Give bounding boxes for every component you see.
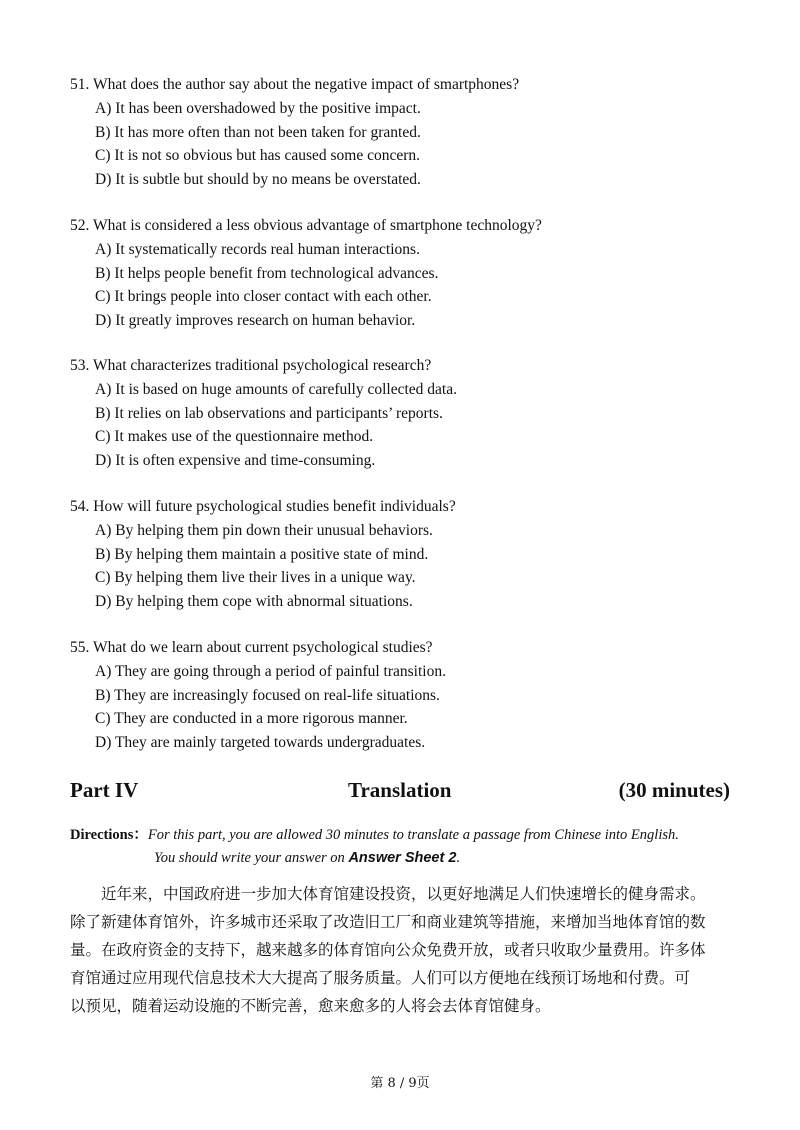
option-c: C) It makes use of the questionnaire method.: [95, 428, 374, 445]
passage-line: 育馆通过应用现代信息技术大大提高了服务质量。人们可以方便地在线预订场地和付费。可: [70, 969, 691, 987]
option-c: C) They are conducted in a more rigorous manner.: [95, 710, 408, 727]
passage-line: 量。在政府资金的支持下，越来越多的体育馆向公众免费开放，或者只收取少量费用。许多体: [70, 941, 706, 959]
question-55: [70, 636, 750, 754]
question-stem: 54. How will future psychological studies benefit individuals?: [70, 498, 456, 515]
part-label: Part IV: [70, 778, 139, 802]
directions: [70, 824, 750, 870]
question-stem: 51. What does the author say about the negative impact of smartphones?: [70, 76, 520, 93]
part-time-limit: (30 minutes): [618, 778, 730, 802]
option-c: C) It brings people into closer contact with each other.: [95, 288, 432, 305]
part-header: [70, 778, 730, 808]
directions-line-2: [70, 847, 750, 870]
answer-sheet-reference: Answer Sheet 2: [348, 850, 457, 866]
directions-text-prefix: You should write your answer on: [154, 850, 349, 866]
question-53: [70, 354, 750, 472]
directions-text-suffix: .: [456, 850, 461, 866]
option-a: A) By helping them pin down their unusual behaviors.: [95, 522, 433, 539]
option-d: D) It is subtle but should by no means be overstated.: [95, 170, 421, 188]
translation-passage: [70, 880, 732, 1020]
option-a: A) It systematically records real human interactions.: [95, 241, 420, 258]
option-a: A) It is based on huge amounts of carefully collected data.: [95, 381, 457, 398]
option-b: B) By helping them maintain a positive state of mind.: [95, 545, 429, 563]
option-d: D) It is often expensive and time-consuming.: [95, 451, 376, 469]
question-stem: 52. What is considered a less obvious advantage of smartphone technology?: [70, 217, 542, 234]
option-a: A) It has been overshadowed by the positive impact.: [95, 100, 421, 117]
option-d: D) By helping them cope with abnormal situations.: [95, 592, 413, 610]
directions-line-1: [70, 824, 750, 847]
passage-line: 近年来，中国政府进一步加大体育馆建设投资，以更好地满足人们快速增长的健身需求。: [101, 885, 706, 903]
question-54: [70, 495, 750, 613]
question-52: [70, 214, 750, 332]
option-b: B) It relies on lab observations and participants’ reports.: [95, 404, 443, 422]
question-51: [70, 73, 750, 191]
question-stem: 55. What do we learn about current psychological studies?: [70, 639, 433, 656]
option-d: D) It greatly improves research on human behavior.: [95, 311, 416, 329]
option-d: D) They are mainly targeted towards undergraduates.: [95, 733, 426, 751]
option-c: C) It is not so obvious but has caused some concern.: [95, 147, 421, 164]
option-c: C) By helping them live their lives in a unique way.: [95, 569, 416, 586]
passage-line: 除了新建体育馆外，许多城市还采取了改造旧工厂和商业建筑等措施，来增加当地体育馆的数: [70, 913, 706, 931]
option-b: B) It has more often than not been taken for granted.: [95, 123, 421, 141]
directions-label: Directions：: [70, 827, 148, 843]
option-b: B) They are increasingly focused on real-life situations.: [95, 686, 440, 704]
page-number: 第 8 / 9页: [370, 1076, 430, 1091]
passage-line: 以预见，随着运动设施的不断完善，愈来愈多的人将会去体育馆健身。: [70, 997, 551, 1015]
question-stem: 53. What characterizes traditional psychological research?: [70, 357, 432, 374]
option-b: B) It helps people benefit from technological advances.: [95, 264, 439, 282]
option-a: A) They are going through a period of painful transition.: [95, 663, 446, 680]
directions-text: For this part, you are allowed 30 minutes to translate a passage from Chinese into English.: [147, 827, 679, 843]
part-title: Translation: [348, 778, 452, 802]
